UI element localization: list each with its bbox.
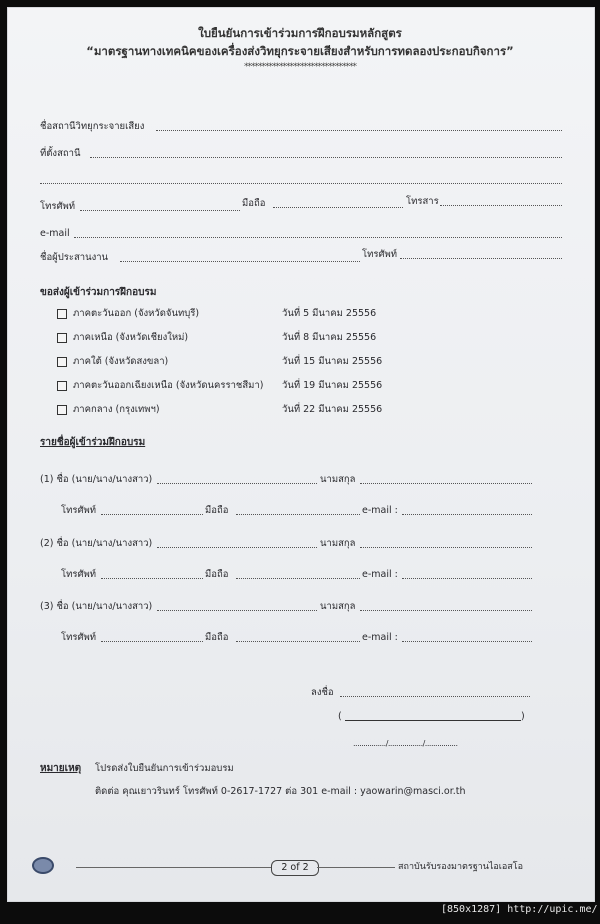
- participant-2-mobile-field[interactable]: [236, 578, 360, 579]
- session-checkbox-1[interactable]: [57, 309, 67, 319]
- participant-1-name-label: (1) ชื่อ (นาย/นาง/นางสาว): [40, 474, 153, 485]
- coordinator-label: ชื่อผู้ประสานงาน: [40, 252, 109, 263]
- masci-logo-icon: [32, 857, 54, 874]
- form-title: ใบยืนยันการเข้าร่วมการฝึกอบรมหลักสูตร: [198, 26, 402, 40]
- session-region-5: ภาคกลาง (กรุงเทพฯ): [73, 404, 160, 415]
- signature-paren-close: ): [521, 711, 525, 722]
- session-checkbox-5[interactable]: [57, 405, 67, 415]
- session-date-4: วันที่ 19 มีนาคม 25556: [282, 380, 383, 391]
- participant-1-phone-label: โทรศัพท์: [61, 505, 97, 516]
- image-watermark: [850x1287] http://upic.me/: [441, 904, 598, 915]
- station-location-label: ที่ตั้งสถานี: [40, 148, 81, 159]
- participant-3-surname-field[interactable]: [360, 610, 532, 611]
- station-name-field[interactable]: [156, 130, 562, 131]
- session-checkbox-4[interactable]: [57, 381, 67, 391]
- participant-1-email-label: e-mail :: [362, 505, 398, 516]
- station-phone-label: โทรศัพท์: [40, 201, 76, 212]
- station-mobile-field[interactable]: [273, 207, 403, 208]
- form-subtitle: “มาตรฐานทางเทคนิคของเครื่องส่งวิทยุกระจายเสียงสำหรับการทดลองประกอบกิจการ”: [86, 44, 514, 58]
- printed-name-field[interactable]: [345, 720, 521, 721]
- coordinator-field[interactable]: [120, 261, 360, 262]
- session-date-2: วันที่ 8 มีนาคม 25556: [282, 332, 377, 343]
- station-fax-label: โทรสาร: [406, 196, 439, 207]
- station-email-field[interactable]: [74, 237, 562, 238]
- station-email-label: e-mail: [40, 228, 70, 239]
- participant-3-mobile-label: มือถือ: [205, 632, 229, 643]
- session-region-1: ภาคตะวันออก (จังหวัดจันทบุรี): [73, 308, 200, 319]
- participant-1-surname-field[interactable]: [360, 483, 532, 484]
- participant-2-name-field[interactable]: [157, 547, 317, 548]
- participant-1-phone-field[interactable]: [101, 514, 203, 515]
- session-checkbox-3[interactable]: [57, 357, 67, 367]
- note-contact: ติดต่อ คุณเยาวรินทร์ โทรศัพท์ 0-2617-1727 ต่อ 301 e-mail : yaowarin@masci.or.th: [95, 786, 466, 797]
- station-location-field-2[interactable]: [40, 183, 562, 184]
- station-mobile-label: มือถือ: [242, 198, 266, 209]
- session-date-1: วันที่ 5 มีนาคม 25556: [282, 308, 377, 319]
- participant-2-phone-field[interactable]: [101, 578, 203, 579]
- station-fax-field[interactable]: [440, 205, 562, 206]
- participant-2-surname-label: นามสกุล: [320, 538, 356, 549]
- participant-3-email-field[interactable]: [402, 641, 532, 642]
- participant-2-phone-label: โทรศัพท์: [61, 569, 97, 580]
- participant-2-name-label: (2) ชื่อ (นาย/นาง/นางสาว): [40, 538, 153, 549]
- session-date-5: วันที่ 22 มีนาคม 25556: [282, 404, 383, 415]
- signature-paren-open: (: [338, 711, 342, 722]
- footer-org: สถาบันรับรองมาตรฐานไอเอสโอ: [398, 862, 524, 872]
- participant-2-email-label: e-mail :: [362, 569, 398, 580]
- participant-1-name-field[interactable]: [157, 483, 317, 484]
- participant-1-mobile-label: มือถือ: [205, 505, 229, 516]
- participant-3-mobile-field[interactable]: [236, 641, 360, 642]
- note-text: โปรดส่งใบยืนยันการเข้าร่วมอบรม: [95, 763, 234, 774]
- session-region-3: ภาคใต้ (จังหวัดสงขลา): [73, 356, 169, 367]
- station-name-label: ชื่อสถานีวิทยุกระจายเสียง: [40, 121, 145, 132]
- coordinator-phone-field[interactable]: [400, 258, 562, 259]
- footer-line-left: [76, 867, 271, 868]
- sessions-heading: ขอส่งผู้เข้าร่วมการฝึกอบรม: [40, 287, 157, 298]
- participant-1-surname-label: นามสกุล: [320, 474, 356, 485]
- coordinator-phone-label: โทรศัพท์: [362, 249, 398, 260]
- page-number: 2 of 2: [271, 860, 319, 876]
- signature-date-line: ................/................./................: [353, 739, 458, 748]
- participant-2-surname-field[interactable]: [360, 547, 532, 548]
- participant-1-email-field[interactable]: [402, 514, 532, 515]
- session-region-4: ภาคตะวันออกเฉียงเหนือ (จังหวัดนครราชสีมา): [73, 380, 264, 391]
- participant-2-mobile-label: มือถือ: [205, 569, 229, 580]
- participants-heading: รายชื่อผู้เข้าร่วมฝึกอบรม: [40, 437, 146, 448]
- participant-3-phone-field[interactable]: [101, 641, 203, 642]
- stars-divider: ********************************: [244, 62, 356, 72]
- session-region-2: ภาคเหนือ (จังหวัดเชียงใหม่): [73, 332, 189, 343]
- participant-3-name-field[interactable]: [157, 610, 317, 611]
- participant-3-name-label: (3) ชื่อ (นาย/นาง/นางสาว): [40, 601, 153, 612]
- note-label: หมายเหตุ: [40, 763, 82, 774]
- session-date-3: วันที่ 15 มีนาคม 25556: [282, 356, 383, 367]
- participant-1-mobile-field[interactable]: [236, 514, 360, 515]
- station-phone-field[interactable]: [80, 210, 240, 211]
- station-location-field[interactable]: [90, 157, 562, 158]
- signature-label: ลงชื่อ: [311, 687, 334, 698]
- signature-field[interactable]: [340, 696, 530, 697]
- participant-3-phone-label: โทรศัพท์: [61, 632, 97, 643]
- session-checkbox-2[interactable]: [57, 333, 67, 343]
- participant-2-email-field[interactable]: [402, 578, 532, 579]
- participant-3-email-label: e-mail :: [362, 632, 398, 643]
- participant-3-surname-label: นามสกุล: [320, 601, 356, 612]
- footer-line-right: [317, 867, 395, 868]
